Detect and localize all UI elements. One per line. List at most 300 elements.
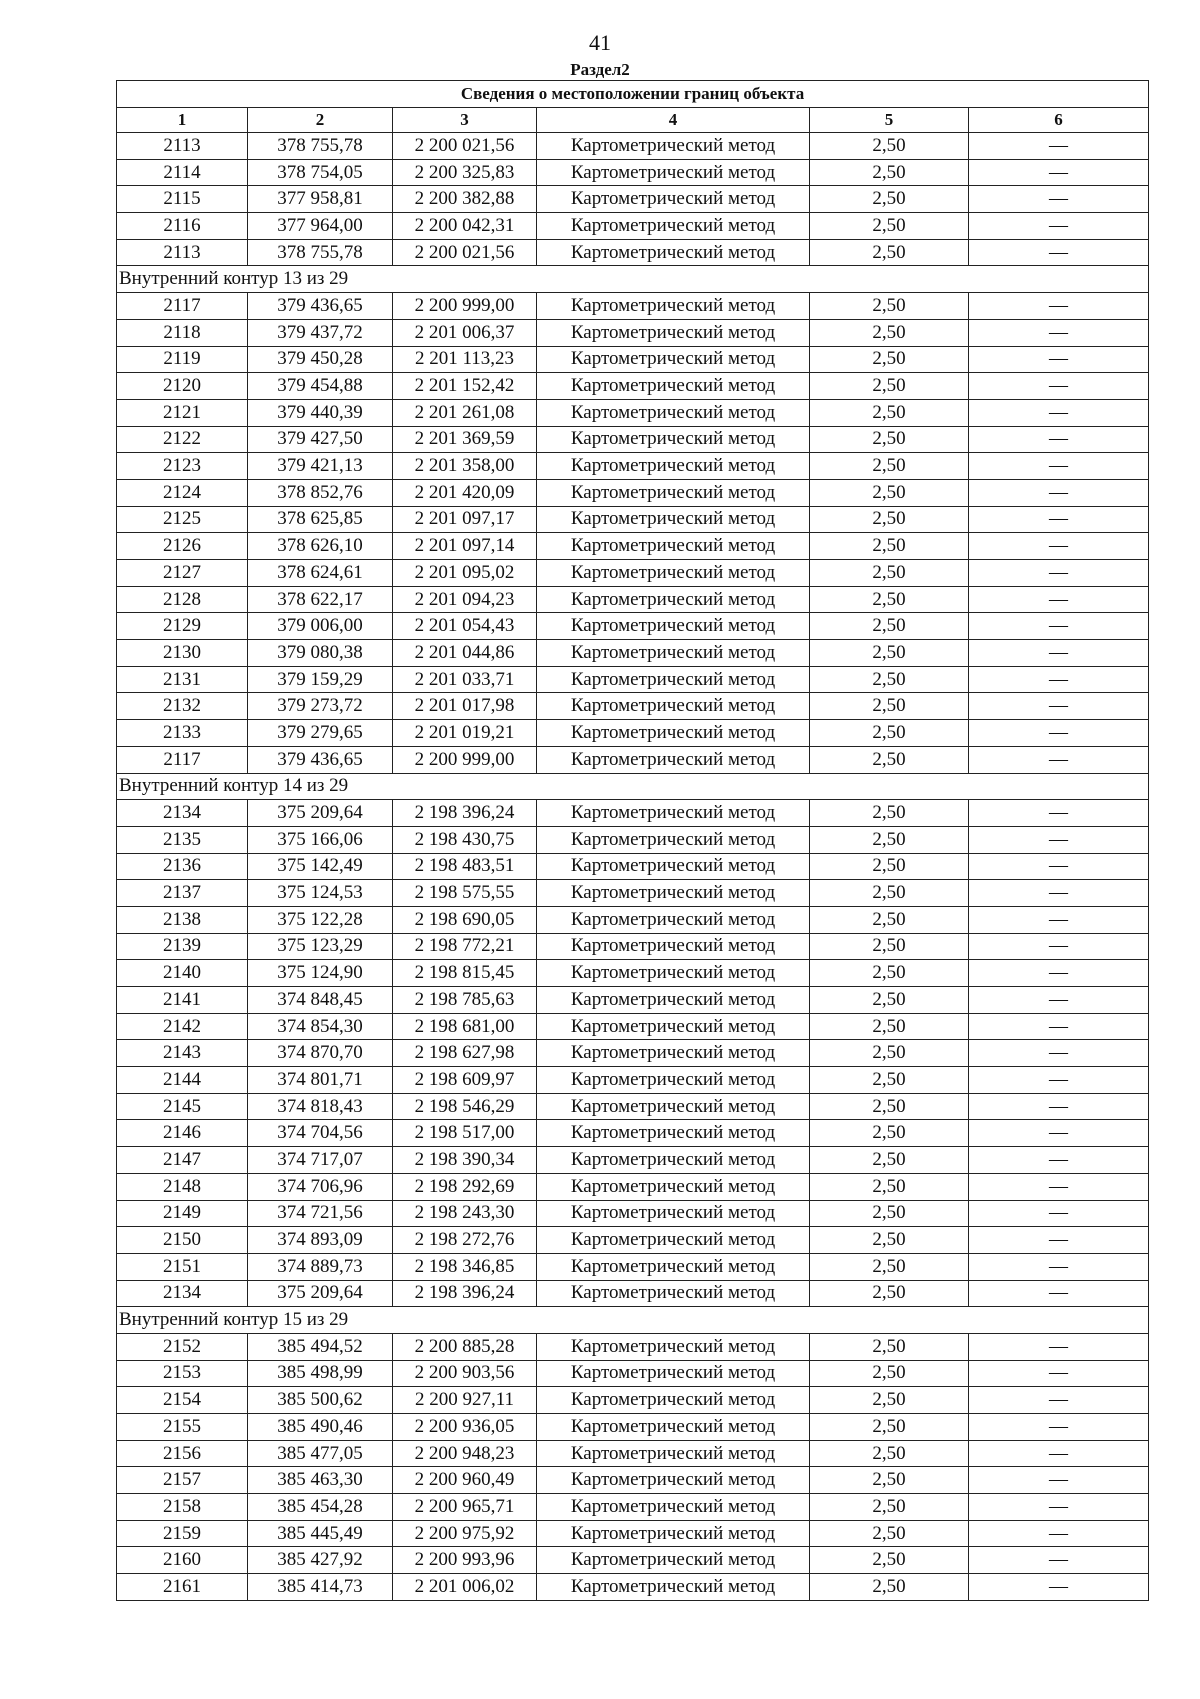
point-number-cell: 2144 (117, 1067, 248, 1094)
x-coordinate-cell: 378 624,61 (248, 560, 393, 587)
y-coordinate-cell: 2 201 017,98 (393, 693, 537, 720)
y-coordinate-cell: 2 198 396,24 (393, 800, 537, 827)
contour-label: Внутренний контур 13 из 29 (117, 266, 1149, 293)
x-coordinate-cell: 379 450,28 (248, 346, 393, 373)
description-cell: — (969, 1280, 1149, 1307)
description-cell: — (969, 373, 1149, 400)
description-cell: — (969, 640, 1149, 667)
point-number-cell: 2121 (117, 399, 248, 426)
point-number-cell: 2142 (117, 1013, 248, 1040)
x-coordinate-cell: 385 477,05 (248, 1440, 393, 1467)
table-row (117, 1440, 1149, 1467)
accuracy-cell: 2,50 (810, 293, 969, 320)
description-cell: — (969, 239, 1149, 266)
x-coordinate-cell: 374 704,56 (248, 1120, 393, 1147)
description-cell: — (969, 1360, 1149, 1387)
y-coordinate-cell: 2 198 390,34 (393, 1147, 537, 1174)
accuracy-cell: 2,50 (810, 426, 969, 453)
method-cell: Картометрический метод (537, 1013, 810, 1040)
point-number-cell: 2146 (117, 1120, 248, 1147)
point-number-cell: 2127 (117, 560, 248, 587)
accuracy-cell: 2,50 (810, 1414, 969, 1441)
point-number-cell: 2120 (117, 373, 248, 400)
x-coordinate-cell: 378 625,85 (248, 506, 393, 533)
table-row (117, 853, 1149, 880)
y-coordinate-cell: 2 198 346,85 (393, 1253, 537, 1280)
description-cell: — (969, 586, 1149, 613)
point-number-cell: 2138 (117, 906, 248, 933)
method-cell: Картометрический метод (537, 533, 810, 560)
accuracy-cell: 2,50 (810, 1093, 969, 1120)
x-coordinate-cell: 378 755,78 (248, 133, 393, 160)
point-number-cell: 2154 (117, 1387, 248, 1414)
description-cell: — (969, 1253, 1149, 1280)
method-cell: Картометрический метод (537, 1387, 810, 1414)
point-number-cell: 2135 (117, 826, 248, 853)
method-cell: Картометрический метод (537, 1360, 810, 1387)
y-coordinate-cell: 2 200 975,92 (393, 1520, 537, 1547)
accuracy-cell: 2,50 (810, 239, 969, 266)
table-row (117, 1147, 1149, 1174)
description-cell: — (969, 1013, 1149, 1040)
accuracy-cell: 2,50 (810, 1333, 969, 1360)
table-row (117, 933, 1149, 960)
x-coordinate-cell: 385 427,92 (248, 1547, 393, 1574)
point-number-cell: 2145 (117, 1093, 248, 1120)
description-cell: — (969, 800, 1149, 827)
description-cell: — (969, 399, 1149, 426)
y-coordinate-cell: 2 201 019,21 (393, 720, 537, 747)
table-row (117, 1067, 1149, 1094)
point-number-cell: 2134 (117, 1280, 248, 1307)
table-row (117, 1574, 1149, 1601)
method-cell: Картометрический метод (537, 159, 810, 186)
x-coordinate-cell: 378 626,10 (248, 533, 393, 560)
table-row (117, 1253, 1149, 1280)
y-coordinate-cell: 2 198 575,55 (393, 880, 537, 907)
table-row (117, 346, 1149, 373)
x-coordinate-cell: 374 870,70 (248, 1040, 393, 1067)
description-cell: — (969, 906, 1149, 933)
table-row (117, 213, 1149, 240)
description-cell: — (969, 880, 1149, 907)
method-cell: Картометрический метод (537, 613, 810, 640)
description-cell: — (969, 693, 1149, 720)
contour-label: Внутренний контур 14 из 29 (117, 773, 1149, 800)
point-number-cell: 2117 (117, 746, 248, 773)
method-cell: Картометрический метод (537, 346, 810, 373)
y-coordinate-cell: 2 200 021,56 (393, 239, 537, 266)
accuracy-cell: 2,50 (810, 1547, 969, 1574)
section-title: Раздел2 (570, 60, 630, 79)
point-number-cell: 2115 (117, 186, 248, 213)
accuracy-cell: 2,50 (810, 159, 969, 186)
table-row (117, 1547, 1149, 1574)
table-row (117, 239, 1149, 266)
method-cell: Картометрический метод (537, 479, 810, 506)
table-row (117, 373, 1149, 400)
accuracy-cell: 2,50 (810, 1440, 969, 1467)
accuracy-cell: 2,50 (810, 1387, 969, 1414)
point-number-cell: 2134 (117, 800, 248, 827)
column-number: 6 (969, 108, 1149, 133)
y-coordinate-cell: 2 198 690,05 (393, 906, 537, 933)
accuracy-cell: 2,50 (810, 346, 969, 373)
method-cell: Картометрический метод (537, 1467, 810, 1494)
point-number-cell: 2159 (117, 1520, 248, 1547)
y-coordinate-cell: 2 200 960,49 (393, 1467, 537, 1494)
point-number-cell: 2132 (117, 693, 248, 720)
description-cell: — (969, 613, 1149, 640)
y-coordinate-cell: 2 201 006,02 (393, 1574, 537, 1601)
accuracy-cell: 2,50 (810, 1147, 969, 1174)
point-number-cell: 2116 (117, 213, 248, 240)
y-coordinate-cell: 2 201 097,17 (393, 506, 537, 533)
column-number: 2 (248, 108, 393, 133)
method-cell: Картометрический метод (537, 720, 810, 747)
description-cell: — (969, 746, 1149, 773)
table-row (117, 746, 1149, 773)
y-coordinate-cell: 2 198 815,45 (393, 960, 537, 987)
description-cell: — (969, 1494, 1149, 1521)
method-cell: Картометрический метод (537, 746, 810, 773)
y-coordinate-cell: 2 201 152,42 (393, 373, 537, 400)
accuracy-cell: 2,50 (810, 1227, 969, 1254)
table-row (117, 1200, 1149, 1227)
y-coordinate-cell: 2 200 993,96 (393, 1547, 537, 1574)
x-coordinate-cell: 374 893,09 (248, 1227, 393, 1254)
y-coordinate-cell: 2 200 999,00 (393, 293, 537, 320)
x-coordinate-cell: 385 498,99 (248, 1360, 393, 1387)
y-coordinate-cell: 2 200 903,56 (393, 1360, 537, 1387)
table-row (117, 613, 1149, 640)
accuracy-cell: 2,50 (810, 560, 969, 587)
table-row (117, 1093, 1149, 1120)
accuracy-cell: 2,50 (810, 1467, 969, 1494)
method-cell: Картометрический метод (537, 960, 810, 987)
method-cell: Картометрический метод (537, 1067, 810, 1094)
method-cell: Картометрический метод (537, 453, 810, 480)
description-cell: — (969, 1200, 1149, 1227)
y-coordinate-cell: 2 198 772,21 (393, 933, 537, 960)
table-row (117, 1173, 1149, 1200)
y-coordinate-cell: 2 201 033,71 (393, 666, 537, 693)
contour-label: Внутренний контур 15 из 29 (117, 1307, 1149, 1334)
point-number-cell: 2141 (117, 987, 248, 1014)
table-row (117, 399, 1149, 426)
point-number-cell: 2153 (117, 1360, 248, 1387)
table-row (117, 960, 1149, 987)
y-coordinate-cell: 2 201 358,00 (393, 453, 537, 480)
description-cell: — (969, 1120, 1149, 1147)
table-row (117, 640, 1149, 667)
description-cell: — (969, 960, 1149, 987)
y-coordinate-cell: 2 201 054,43 (393, 613, 537, 640)
method-cell: Картометрический метод (537, 1414, 810, 1441)
accuracy-cell: 2,50 (810, 213, 969, 240)
contour-header-row (117, 773, 1149, 800)
point-number-cell: 2119 (117, 346, 248, 373)
accuracy-cell: 2,50 (810, 1574, 969, 1601)
method-cell: Картометрический метод (537, 1520, 810, 1547)
accuracy-cell: 2,50 (810, 1520, 969, 1547)
table-row (117, 1333, 1149, 1360)
coordinates-table (116, 80, 1149, 1601)
method-cell: Картометрический метод (537, 933, 810, 960)
table-row (117, 1520, 1149, 1547)
table-row (117, 586, 1149, 613)
point-number-cell: 2143 (117, 1040, 248, 1067)
x-coordinate-cell: 375 166,06 (248, 826, 393, 853)
y-coordinate-cell: 2 198 430,75 (393, 826, 537, 853)
point-number-cell: 2123 (117, 453, 248, 480)
point-number-cell: 2156 (117, 1440, 248, 1467)
table-row (117, 159, 1149, 186)
y-coordinate-cell: 2 200 021,56 (393, 133, 537, 160)
point-number-cell: 2130 (117, 640, 248, 667)
table-row (117, 453, 1149, 480)
method-cell: Картометрический метод (537, 426, 810, 453)
x-coordinate-cell: 377 958,81 (248, 186, 393, 213)
description-cell: — (969, 853, 1149, 880)
x-coordinate-cell: 385 494,52 (248, 1333, 393, 1360)
y-coordinate-cell: 2 198 292,69 (393, 1173, 537, 1200)
x-coordinate-cell: 385 414,73 (248, 1574, 393, 1601)
table-row (117, 1494, 1149, 1521)
description-cell: — (969, 293, 1149, 320)
point-number-cell: 2155 (117, 1414, 248, 1441)
x-coordinate-cell: 379 440,39 (248, 399, 393, 426)
accuracy-cell: 2,50 (810, 399, 969, 426)
accuracy-cell: 2,50 (810, 453, 969, 480)
x-coordinate-cell: 385 445,49 (248, 1520, 393, 1547)
description-cell: — (969, 133, 1149, 160)
table-row (117, 826, 1149, 853)
y-coordinate-cell: 2 201 095,02 (393, 560, 537, 587)
accuracy-cell: 2,50 (810, 1173, 969, 1200)
x-coordinate-cell: 378 755,78 (248, 239, 393, 266)
column-number: 5 (810, 108, 969, 133)
description-cell: — (969, 1333, 1149, 1360)
accuracy-cell: 2,50 (810, 1280, 969, 1307)
y-coordinate-cell: 2 201 261,08 (393, 399, 537, 426)
contour-header-row (117, 266, 1149, 293)
table-row (117, 186, 1149, 213)
x-coordinate-cell: 379 436,65 (248, 293, 393, 320)
point-number-cell: 2140 (117, 960, 248, 987)
method-cell: Картометрический метод (537, 1253, 810, 1280)
x-coordinate-cell: 379 427,50 (248, 426, 393, 453)
method-cell: Картометрический метод (537, 319, 810, 346)
description-cell: — (969, 1147, 1149, 1174)
table-row (117, 906, 1149, 933)
x-coordinate-cell: 385 454,28 (248, 1494, 393, 1521)
accuracy-cell: 2,50 (810, 186, 969, 213)
method-cell: Картометрический метод (537, 1120, 810, 1147)
description-cell: — (969, 319, 1149, 346)
accuracy-cell: 2,50 (810, 746, 969, 773)
description-cell: — (969, 1093, 1149, 1120)
y-coordinate-cell: 2 198 785,63 (393, 987, 537, 1014)
table-row (117, 987, 1149, 1014)
accuracy-cell: 2,50 (810, 960, 969, 987)
column-number: 4 (537, 108, 810, 133)
method-cell: Картометрический метод (537, 239, 810, 266)
accuracy-cell: 2,50 (810, 133, 969, 160)
point-number-cell: 2139 (117, 933, 248, 960)
method-cell: Картометрический метод (537, 133, 810, 160)
accuracy-cell: 2,50 (810, 933, 969, 960)
description-cell: — (969, 1414, 1149, 1441)
accuracy-cell: 2,50 (810, 1040, 969, 1067)
x-coordinate-cell: 375 209,64 (248, 1280, 393, 1307)
y-coordinate-cell: 2 198 681,00 (393, 1013, 537, 1040)
y-coordinate-cell: 2 200 965,71 (393, 1494, 537, 1521)
description-cell: — (969, 987, 1149, 1014)
method-cell: Картометрический метод (537, 1547, 810, 1574)
accuracy-cell: 2,50 (810, 693, 969, 720)
x-coordinate-cell: 374 721,56 (248, 1200, 393, 1227)
accuracy-cell: 2,50 (810, 853, 969, 880)
x-coordinate-cell: 379 159,29 (248, 666, 393, 693)
y-coordinate-cell: 2 198 243,30 (393, 1200, 537, 1227)
y-coordinate-cell: 2 198 609,97 (393, 1067, 537, 1094)
accuracy-cell: 2,50 (810, 1013, 969, 1040)
description-cell: — (969, 1547, 1149, 1574)
point-number-cell: 2125 (117, 506, 248, 533)
description-cell: — (969, 533, 1149, 560)
point-number-cell: 2150 (117, 1227, 248, 1254)
method-cell: Картометрический метод (537, 506, 810, 533)
description-cell: — (969, 479, 1149, 506)
y-coordinate-cell: 2 200 382,88 (393, 186, 537, 213)
method-cell: Картометрический метод (537, 666, 810, 693)
x-coordinate-cell: 379 006,00 (248, 613, 393, 640)
description-cell: — (969, 1173, 1149, 1200)
accuracy-cell: 2,50 (810, 479, 969, 506)
x-coordinate-cell: 379 437,72 (248, 319, 393, 346)
x-coordinate-cell: 378 852,76 (248, 479, 393, 506)
accuracy-cell: 2,50 (810, 906, 969, 933)
x-coordinate-cell: 375 142,49 (248, 853, 393, 880)
description-cell: — (969, 1067, 1149, 1094)
method-cell: Картометрический метод (537, 1200, 810, 1227)
x-coordinate-cell: 374 706,96 (248, 1173, 393, 1200)
accuracy-cell: 2,50 (810, 373, 969, 400)
accuracy-cell: 2,50 (810, 1494, 969, 1521)
point-number-cell: 2131 (117, 666, 248, 693)
y-coordinate-cell: 2 201 113,23 (393, 346, 537, 373)
x-coordinate-cell: 374 848,45 (248, 987, 393, 1014)
point-number-cell: 2126 (117, 533, 248, 560)
method-cell: Картометрический метод (537, 800, 810, 827)
description-cell: — (969, 1520, 1149, 1547)
method-cell: Картометрический метод (537, 1494, 810, 1521)
y-coordinate-cell: 2 200 042,31 (393, 213, 537, 240)
method-cell: Картометрический метод (537, 1440, 810, 1467)
description-cell: — (969, 453, 1149, 480)
table-row (117, 1120, 1149, 1147)
x-coordinate-cell: 374 801,71 (248, 1067, 393, 1094)
method-cell: Картометрический метод (537, 693, 810, 720)
column-number: 1 (117, 108, 248, 133)
description-cell: — (969, 186, 1149, 213)
method-cell: Картометрический метод (537, 1280, 810, 1307)
method-cell: Картометрический метод (537, 1093, 810, 1120)
table-row (117, 319, 1149, 346)
y-coordinate-cell: 2 201 094,23 (393, 586, 537, 613)
y-coordinate-cell: 2 200 885,28 (393, 1333, 537, 1360)
y-coordinate-cell: 2 201 044,86 (393, 640, 537, 667)
table-row (117, 1227, 1149, 1254)
accuracy-cell: 2,50 (810, 720, 969, 747)
y-coordinate-cell: 2 201 097,14 (393, 533, 537, 560)
column-number-row (117, 108, 1149, 133)
y-coordinate-cell: 2 200 999,00 (393, 746, 537, 773)
table-row (117, 1414, 1149, 1441)
x-coordinate-cell: 379 080,38 (248, 640, 393, 667)
method-cell: Картометрический метод (537, 373, 810, 400)
table-caption: Сведения о местоположении границ объекта (117, 81, 1149, 108)
accuracy-cell: 2,50 (810, 319, 969, 346)
accuracy-cell: 2,50 (810, 1200, 969, 1227)
point-number-cell: 2129 (117, 613, 248, 640)
point-number-cell: 2136 (117, 853, 248, 880)
y-coordinate-cell: 2 200 927,11 (393, 1387, 537, 1414)
x-coordinate-cell: 379 273,72 (248, 693, 393, 720)
table-row (117, 1013, 1149, 1040)
x-coordinate-cell: 379 421,13 (248, 453, 393, 480)
point-number-cell: 2149 (117, 1200, 248, 1227)
table-row (117, 133, 1149, 160)
x-coordinate-cell: 375 124,90 (248, 960, 393, 987)
table-row (117, 1280, 1149, 1307)
column-number: 3 (393, 108, 537, 133)
point-number-cell: 2124 (117, 479, 248, 506)
point-number-cell: 2128 (117, 586, 248, 613)
table-row (117, 560, 1149, 587)
y-coordinate-cell: 2 201 006,37 (393, 319, 537, 346)
y-coordinate-cell: 2 198 517,00 (393, 1120, 537, 1147)
y-coordinate-cell: 2 201 369,59 (393, 426, 537, 453)
x-coordinate-cell: 375 123,29 (248, 933, 393, 960)
method-cell: Картометрический метод (537, 987, 810, 1014)
x-coordinate-cell: 378 622,17 (248, 586, 393, 613)
y-coordinate-cell: 2 198 627,98 (393, 1040, 537, 1067)
point-number-cell: 2147 (117, 1147, 248, 1174)
table-body (117, 133, 1149, 1601)
description-cell: — (969, 933, 1149, 960)
x-coordinate-cell: 374 854,30 (248, 1013, 393, 1040)
y-coordinate-cell: 2 200 948,23 (393, 1440, 537, 1467)
accuracy-cell: 2,50 (810, 800, 969, 827)
x-coordinate-cell: 385 463,30 (248, 1467, 393, 1494)
x-coordinate-cell: 379 279,65 (248, 720, 393, 747)
y-coordinate-cell: 2 200 325,83 (393, 159, 537, 186)
point-number-cell: 2122 (117, 426, 248, 453)
x-coordinate-cell: 379 436,65 (248, 746, 393, 773)
method-cell: Картометрический метод (537, 1173, 810, 1200)
point-number-cell: 2158 (117, 1494, 248, 1521)
y-coordinate-cell: 2 198 396,24 (393, 1280, 537, 1307)
point-number-cell: 2161 (117, 1574, 248, 1601)
accuracy-cell: 2,50 (810, 506, 969, 533)
x-coordinate-cell: 375 209,64 (248, 800, 393, 827)
method-cell: Картометрический метод (537, 880, 810, 907)
description-cell: — (969, 213, 1149, 240)
accuracy-cell: 2,50 (810, 826, 969, 853)
table-row (117, 1387, 1149, 1414)
